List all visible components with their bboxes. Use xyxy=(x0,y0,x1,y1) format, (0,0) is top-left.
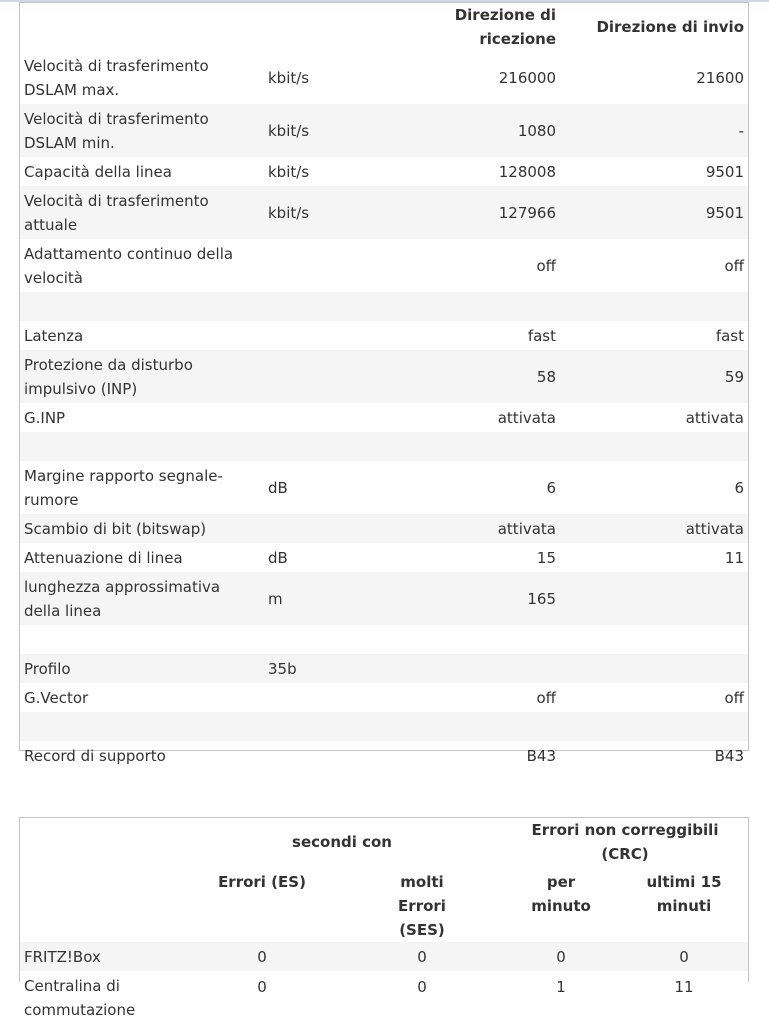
dsl-row-unit xyxy=(264,712,384,741)
error-sub-header-empty xyxy=(20,866,182,942)
dsl-row-rx-value xyxy=(384,432,560,461)
error-row xyxy=(20,942,748,971)
dsl-row-tx-value: attivata xyxy=(560,514,748,543)
dsl-row-label: Capacità della linea xyxy=(24,162,172,181)
dsl-row xyxy=(20,514,748,543)
error-row-last15: 11 xyxy=(620,971,748,1024)
dsl-row-rx-value xyxy=(384,654,560,683)
error-row-last15: 0 xyxy=(620,942,748,971)
dsl-row-rx-value: 58 xyxy=(384,350,560,403)
error-row-label: FRITZ!Box xyxy=(20,942,182,971)
dsl-row-tx-value: 21600 xyxy=(696,68,744,87)
error-row xyxy=(20,971,748,1024)
dsl-info-table xyxy=(20,3,748,770)
dsl-row-rx-value xyxy=(384,712,560,741)
dsl-row xyxy=(20,403,748,432)
dsl-row-label: Latenza xyxy=(24,326,84,345)
dsl-row-label: Velocità di trasferimento attuale xyxy=(20,186,264,239)
dsl-row-unit xyxy=(264,514,384,543)
dsl-row-rx-value: fast xyxy=(527,326,556,345)
dsl-spacer-row xyxy=(20,292,748,321)
dsl-row-rx-value: attivata xyxy=(497,408,556,427)
dsl-row-rx-value: 128008 xyxy=(498,162,556,181)
error-sub-header-ses xyxy=(342,866,502,942)
dsl-row-tx-value: 9501 xyxy=(705,162,744,181)
dsl-spacer-row xyxy=(20,712,748,741)
error-sub-header-per-minute-text: per minuto xyxy=(531,873,591,915)
dsl-header-unit xyxy=(264,3,384,51)
dsl-header-label xyxy=(20,3,264,51)
dsl-row-label xyxy=(20,712,264,741)
dsl-row-rx-value: off xyxy=(536,688,556,707)
error-row-ses: 0 xyxy=(342,971,502,1024)
error-sub-header-ses-text: molti Errori (SES) xyxy=(398,873,446,939)
dsl-row-rx-value: 165 xyxy=(384,572,560,625)
error-sub-header-last15 xyxy=(620,866,748,942)
dsl-row-unit xyxy=(264,625,384,654)
dsl-row-tx-value: - xyxy=(560,104,748,157)
dsl-row-unit xyxy=(264,432,384,461)
dsl-row xyxy=(20,51,748,104)
dsl-row-label: Profilo xyxy=(20,654,264,683)
dsl-row-unit xyxy=(264,321,384,350)
dsl-row-rx-value xyxy=(384,625,560,654)
dsl-row-tx-value xyxy=(560,625,748,654)
dsl-row-label: Margine rapporto segnale-rumore xyxy=(24,466,223,509)
dsl-row-tx-value xyxy=(560,292,748,321)
dsl-row xyxy=(20,321,748,350)
error-row-per-minute: 0 xyxy=(502,942,620,971)
dsl-row xyxy=(20,741,748,770)
dsl-row-rx-value: 216000 xyxy=(498,68,556,87)
dsl-spacer-row xyxy=(20,432,748,461)
dsl-header-row xyxy=(20,3,748,51)
dsl-info-panel xyxy=(19,2,749,765)
dsl-row-rx-value: off xyxy=(536,256,556,275)
dsl-row-rx-value: B43 xyxy=(526,746,556,765)
dsl-row-unit xyxy=(264,350,384,403)
dsl-row-label: Attenuazione di linea xyxy=(24,548,183,567)
dsl-row-tx-value: B43 xyxy=(714,746,744,765)
error-row-label: Centralina di commutazione xyxy=(20,971,182,1024)
error-sub-header-es xyxy=(182,866,342,942)
dsl-row-label: Adattamento continuo della velocità xyxy=(24,244,234,287)
dsl-row-unit: kbit/s xyxy=(264,186,384,239)
dsl-row-rx-value: 15 xyxy=(536,548,556,567)
dsl-row-unit: dB xyxy=(268,548,288,567)
dsl-row-unit: 35b xyxy=(264,654,384,683)
error-table-body xyxy=(20,942,748,1024)
dsl-row xyxy=(20,461,748,514)
dsl-row-unit xyxy=(264,239,384,292)
dsl-row xyxy=(20,572,748,625)
error-header-crc: Errori non correggibili (CRC) xyxy=(531,821,719,863)
error-sub-header-es-text: Errori (ES) xyxy=(218,873,306,891)
dsl-header-tx: Direzione di invio xyxy=(596,18,744,36)
error-sub-header-row xyxy=(20,866,748,942)
dsl-row-rx-value: 127966 xyxy=(384,186,560,239)
dsl-row xyxy=(20,654,748,683)
dsl-row-unit: dB xyxy=(268,478,288,497)
dsl-row-unit xyxy=(264,292,384,321)
dsl-row-tx-value: 11 xyxy=(724,548,744,567)
dsl-row xyxy=(20,350,748,403)
error-group-header-row xyxy=(20,818,748,866)
dsl-row xyxy=(20,104,748,157)
dsl-row xyxy=(20,157,748,186)
dsl-row-label: Record di supporto xyxy=(24,746,166,765)
dsl-row xyxy=(20,683,748,712)
dsl-row-rx-value: 1080 xyxy=(384,104,560,157)
error-row-es: 0 xyxy=(182,971,342,1024)
dsl-row-label xyxy=(20,625,264,654)
dsl-row xyxy=(20,239,748,292)
dsl-row-unit: kbit/s xyxy=(268,162,310,181)
dsl-row-label: Velocità di trasferimento DSLAM min. xyxy=(20,104,264,157)
error-sub-header-per-minute xyxy=(502,866,620,942)
dsl-row-tx-value xyxy=(560,712,748,741)
dsl-row-tx-value: 9501 xyxy=(560,186,748,239)
dsl-table-body xyxy=(20,51,748,770)
dsl-row-label: Protezione da disturbo impulsivo (INP) xyxy=(20,350,264,403)
dsl-row-label: lunghezza approssimativa della linea xyxy=(20,572,264,625)
dsl-row-label: G.Vector xyxy=(24,688,89,707)
dsl-row-tx-value: fast xyxy=(715,326,744,345)
error-header-seconds: secondi con xyxy=(292,833,392,851)
error-sub-header-last15-text: ultimi 15 minuti xyxy=(646,873,722,915)
error-stats-table xyxy=(20,818,748,1024)
dsl-row-rx-value xyxy=(384,292,560,321)
dsl-row-unit: kbit/s xyxy=(264,104,384,157)
dsl-row-label xyxy=(20,432,264,461)
dsl-row-unit xyxy=(264,683,384,712)
dsl-row-tx-value: attivata xyxy=(685,408,744,427)
error-stats-panel xyxy=(19,817,749,1019)
error-row-es: 0 xyxy=(182,942,342,971)
dsl-row-tx-value: off xyxy=(724,688,744,707)
dsl-row-unit: kbit/s xyxy=(268,68,310,87)
error-row-ses: 0 xyxy=(342,942,502,971)
dsl-row-unit: m xyxy=(264,572,384,625)
dsl-row-tx-value xyxy=(560,572,748,625)
error-row-per-minute: 1 xyxy=(502,971,620,1024)
dsl-row xyxy=(20,543,748,572)
dsl-row-label: Velocità di trasferimento DSLAM max. xyxy=(24,56,209,99)
dsl-row-tx-value: 6 xyxy=(734,478,744,497)
dsl-row-tx-value xyxy=(560,432,748,461)
dsl-row-label xyxy=(20,292,264,321)
dsl-row-tx-value: off xyxy=(724,256,744,275)
dsl-row-rx-value: 6 xyxy=(546,478,556,497)
dsl-row-rx-value: attivata xyxy=(384,514,560,543)
dsl-row-tx-value xyxy=(560,654,748,683)
dsl-row xyxy=(20,186,748,239)
dsl-row-label: G.INP xyxy=(24,408,66,427)
error-header-empty xyxy=(20,818,182,866)
dsl-row-unit xyxy=(264,403,384,432)
dsl-row-unit xyxy=(264,741,384,770)
dsl-header-rx: Direzione di ricezione xyxy=(454,6,556,48)
dsl-row-tx-value: 59 xyxy=(560,350,748,403)
dsl-spacer-row xyxy=(20,625,748,654)
dsl-row-label: Scambio di bit (bitswap) xyxy=(20,514,264,543)
